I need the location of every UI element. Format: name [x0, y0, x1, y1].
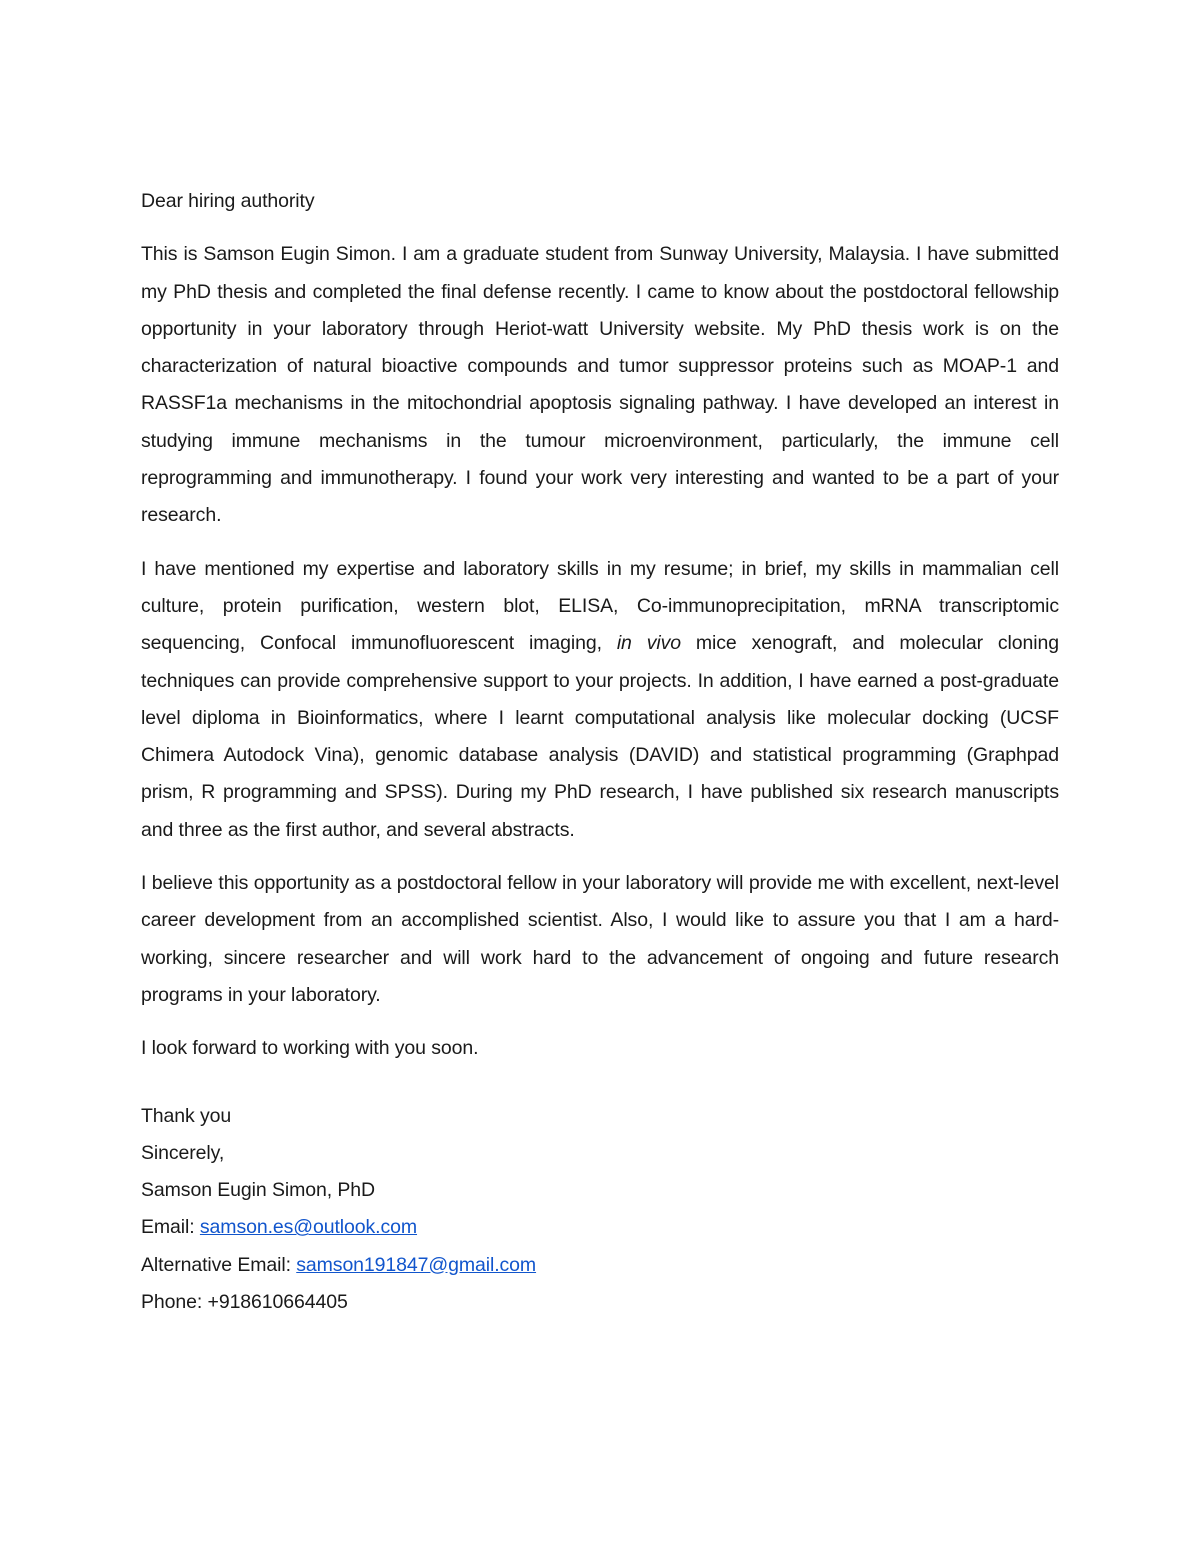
paragraph-skills-text-2: mice xenograft, and molecular cloning techniques can provide comprehensive support to your projects. In addition, I have earned a post-graduate level diploma in Bioinformatics, where I learnt computational analysis like molecular docking (UCSF Chimera Autodock Vina), genomic database analysis (DAVID) and statistical programming (Graphpad prism, R programming and SPSS). During my PhD research, I have published six research manuscripts and three as the first author, and several abstracts.: [141, 632, 1060, 841]
signature-alt-email-line: [141, 1247, 1059, 1284]
letter-body: [141, 183, 1059, 1321]
email-label: Email:: [141, 1216, 200, 1239]
signature-phone-line: [141, 1284, 1059, 1321]
closing-line: Sincerely,: [141, 1141, 225, 1164]
paragraph-intro: This is Samson Eugin Simon. I am a graduate student from Sunway University, Malaysia. I have submitted my PhD thesis and completed the final defense recently. I came to know about the postdoctoral fellowship opportunity in your laboratory through Heriot-watt University website. My PhD thesis work is on the characterization of natural bioactive compounds and tumor suppressor proteins such as MOAP-1 and RASSF1a mechanisms in the mitochondrial apoptosis signaling pathway. I have developed an interest in studying immune mechanisms in the tumour microenvironment, particularly, the immune cell reprogramming and immunotherapy. I found your work very interesting and wanted to be a part of your research.: [141, 243, 1059, 527]
signature-name: Samson Eugin Simon, PhD: [141, 1179, 375, 1202]
thanks-line: Thank you: [141, 1104, 232, 1127]
paragraph-forward: I look forward to working with you soon.: [141, 1037, 479, 1060]
phone-label: Phone:: [141, 1291, 208, 1314]
salutation: Dear hiring authority: [141, 190, 315, 212]
paragraph-opportunity: I believe this opportunity as a postdoctoral fellow in your laboratory will provide me with excellent, next-level career development from an accomplished scientist. Also, I would like to assure you that I am a hard-working, sincere researcher and will work hard to the advancement of ongoing and future research programs in your laboratory.: [141, 872, 1059, 1006]
phone-number: +918610664405: [207, 1291, 348, 1314]
signature-email-line: [141, 1209, 1059, 1246]
email-link[interactable]: samson.es@outlook.com: [199, 1216, 418, 1239]
alt-email-label: Alternative Email:: [141, 1253, 297, 1276]
alt-email-link[interactable]: samson191847@gmail.com: [296, 1253, 537, 1276]
paragraph-skills-italic: in vivo: [616, 632, 681, 655]
signature-block: [141, 1172, 1059, 1321]
paragraph-skills: [141, 551, 1059, 849]
paragraph-skills-text-1: I have mentioned my expertise and laboratory skills in my resume; in brief, my skills in mammalian cell culture, protein purification, western blot, ELISA, Co-immunoprecipitation, mRNA transcriptomic sequencing, Confocal immunofluorescent imaging,: [141, 557, 1059, 655]
